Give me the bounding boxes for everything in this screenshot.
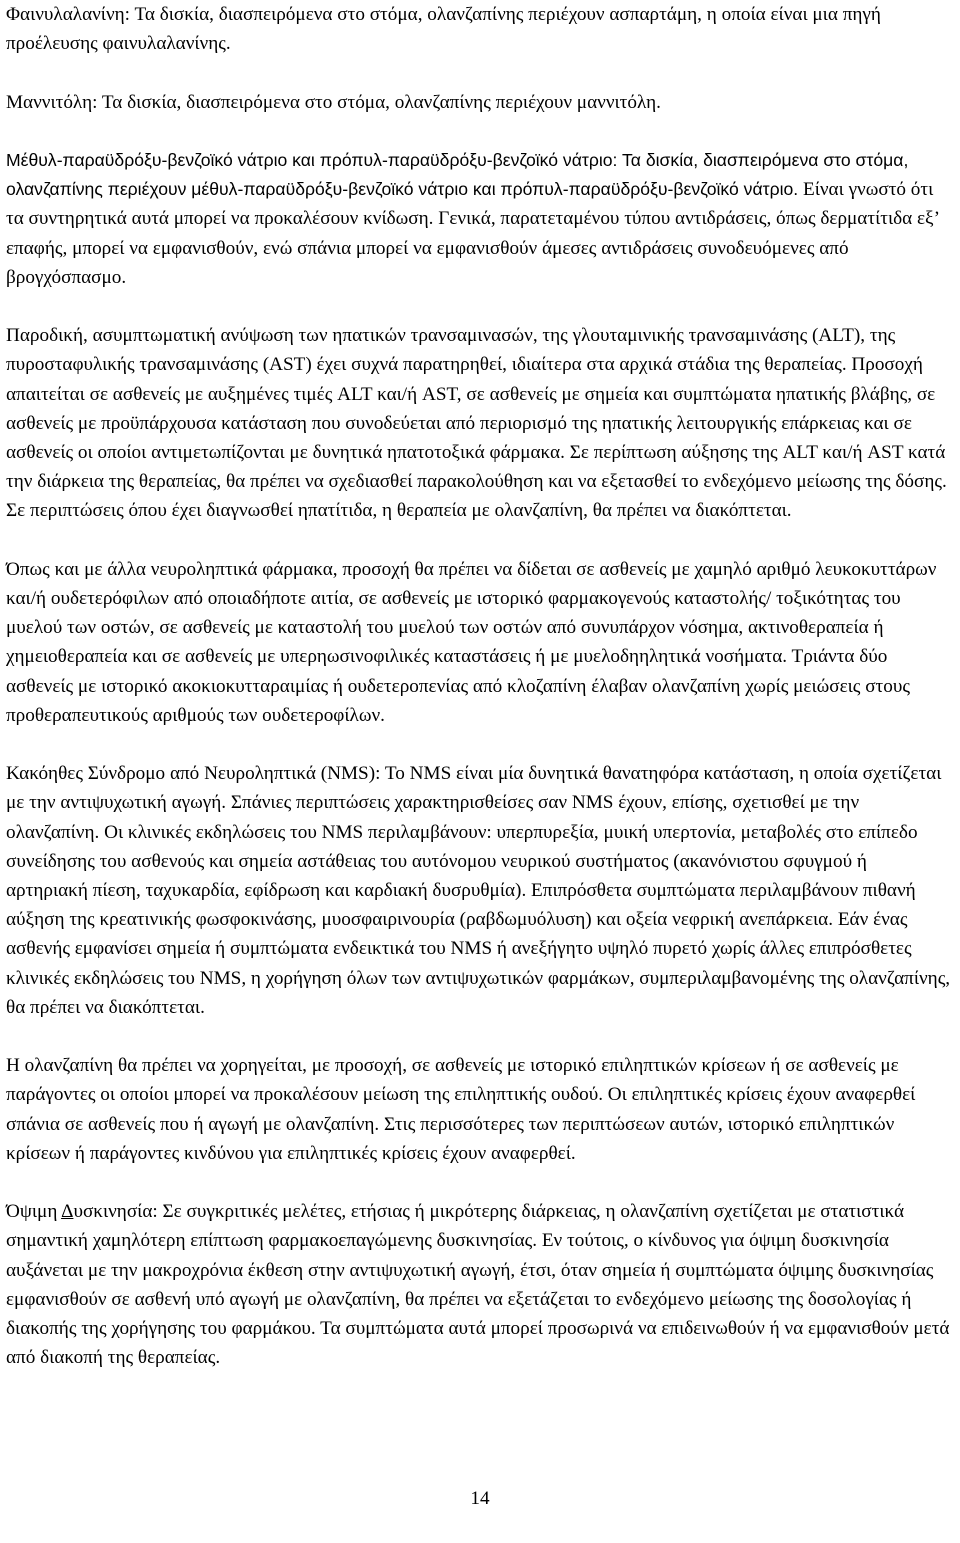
paragraph-seizures: Η ολανζαπίνη θα πρέπει να χορηγείται, με προσοχή, σε ασθενείς με ιστορικό επιληπτικών κρίσεων ή σε ασθενείς με παράγοντες οι οποίοι μπορεί να προκαλέσουν μείωση της επιληπτικής ουδού. Οι επιληπτικές κρίσεις έχουν αναφερθεί σπάνια σε ασθενείς που ή αγωγή με ολανζαπίνη. Στις περισσότερες των περιπτώσεων αυτών, ιστορικό επιληπτικών κρίσεων ή παράγοντες κινδύνου για επιληπτικές κρίσεις έχουν αναφερθεί. <box>6 1055 916 1164</box>
paragraph-parabens-details: Είναι γνωστό ότι τα συντηρητικά αυτά μπορεί να προκαλέσουν κνίδωση. Γενικά, παρατεταμένου τύπου αντιδράσεις, όπως δερματίτιδα εξ’ επαφής, μπορεί να εμφανισθούν, ενώ σπάνια μπορεί να εμφανισθούν άμεσες αντιδράσεις συνοδευόμενες από βρογχόσπασμο. <box>6 179 939 288</box>
paragraph-nms: Κακόηθες Σύνδρομο από Νευροληπτικά (NMS): Το NMS είναι μία δυνητικά θανατηφόρα κατάσταση, η οποία σχετίζεται με την αντιψυχωτική αγωγή. Σπάνιες περιπτώσεις χαρακτηρισθείσες σαν NMS έχουν, επίσης, σχετισθεί με την ολανζαπίνη. Οι κλινικές εκδηλώσεις του NMS περιλαμβάνουν: υπερπυρεξία, μυική υπερτονία, μεταβολές στο επίπεδο συνείδησης του ασθενούς και σημεία αστάθειας του αυτόνομου νευρικού συστήματος (ακανόνιστου σφυγμού ή αρτηριακή πίεση, ταχυκαρδία, εφίδρωση και καρδιακή δυσρυθμία). Επιπρόσθετα συμπτώματα περιλαμβάνουν πιθανή αύξηση της κρεατινικής φωσφοκινάσης, μυοσφαιρινουρία (ραβδωμυόλυση) και οξεία νεφρική ανεπάρκεια. Εάν ένας ασθενής εμφανίσει σημεία ή συμπτώματα ενδεικτικά του NMS ή ανεξήγητο υψηλό πυρετό χωρίς άλλες επιπρόσθετες κλινικές εκδηλώσεις του NMS, η χορήγηση όλων των αντιψυχωτικών φαρμάκων, συμπεριλαμβανομένης της ολανζαπίνης, θα πρέπει να διακόπτεται. <box>6 763 951 1018</box>
paragraph-tardive-dyskinesia <box>6 1197 952 1372</box>
page-number: 14 <box>470 1488 490 1509</box>
paragraph-mannitol: Μαννιτόλη: Τα δισκία, διασπειρόμενα στο στόμα, ολανζαπίνης περιέχουν μαννιτόλη. <box>6 91 661 113</box>
paragraph-parabens <box>6 146 952 292</box>
paragraph-parabens-intro: Μέθυλ-παραϋδρόξυ-βενζοϊκό νάτριο και πρόπυλ-παραϋδρόξυ-βενζοϊκό νάτριο: Τα δισκία, διασπειρόμενα στο στόμα, ολανζαπίνης περιέχουν μέθυλ-παραϋδρόξυ-βενζοϊκό νάτριο και πρόπυλ-παραϋδρόξυ-βενζοϊκό νάτριο. <box>6 149 909 200</box>
paragraph-tardive-underlined: Δ <box>61 1201 74 1223</box>
paragraph-phenylalanine: Φαινυλαλανίνη: Τα δισκία, διασπειρόμενα στο στόμα, ολανζαπίνης περιέχουν ασπαρτάμη, η οποία είναι μια πηγή προέλευσης φαινυλαλανίνης. <box>6 4 881 55</box>
document-page <box>6 0 952 1402</box>
paragraph-tardive-rest: υσκινησία: Σε συγκριτικές μελέτες, ετήσιας ή μικρότερης διάρκειας, η ολανζαπίνη σχετίζεται με στατιστικά σημαντική χαμηλότερη επίπτωση φαρμακοεπαγώμενης δυσκινησίας. Εν τούτοις, ο κίνδυνος για όψιμη δυσκινησία αυξάνεται με την μακροχρόνια έκθεση στην αντιψυχωτική αγωγή, έτσι, όταν σημεία ή συμπτώματα όψιμης δυσκινησίας εμφανισθούν σε ασθενή υπό αγωγή με ολανζαπίνη, θα πρέπει να εξετάζεται το ενδεχόμενο μείωσης της δοσολογίας ή διακοπής της χορήγησης του φαρμάκου. Τα συμπτώματα αυτά μπορεί προσωρινά να επιδεινωθούν ή να εμφανισθούν μετά από διακοπή της θεραπείας. <box>6 1201 950 1369</box>
paragraph-leukocytes: Όπως και με άλλα νευροληπτικά φάρμακα, προσοχή θα πρέπει να δίδεται σε ασθενείς με χαμηλό αριθμό λευκοκυττάρων και/ή ουδετερόφιλων από οποιαδήποτε αιτία, σε ασθενείς με ιστορικό φαρμακογενούς καταστολής/ τοξικότητας του μυελού των οστών, σε ασθενείς με καταστολή του μυελού των οστών από συνυπάρχον νόσημα, ακτινοθεραπεία ή χημειοθεραπεία και σε ασθενείς με υπερηωσινοφιλικές καταστάσεις ή με μυελοδηηλητικά νοσήματα. Τριάντα δύο ασθενείς με ιστορικό ακοκιοκυτταραιμίας ή ουδετεροπενίας από κλοζαπίνη έλαβαν ολανζαπίνη χωρίς μειώσεις στους προθεραπευτικούς αριθμούς των ουδετεροφίλων. <box>6 558 937 726</box>
paragraph-transaminases: Παροδική, ασυμπτωματική ανύψωση των ηπατικών τρανσαμινασών, της γλουταμινικής τρανσαμινάσης (ALT), της πυροσταφυλικής τρανσαμινάσης (AST) έχει συχνά παρατηρηθεί, ιδιαίτερα στα αρχικά στάδια της θεραπείας. Προσοχή απαιτείται σε ασθενείς με αυξημένες τιμές ALT και/ή AST, σε ασθενείς με σημεία και συμπτώματα ηπατικής βλάβης, σε ασθενείς με προϋπάρχουσα κατάσταση που συνοδεύεται από περιορισμό της ηπατικής λειτουργικής επάρκειας και σε ασθενείς οι οποίοι αντιμετωπίζονται με δυνητικά ηπατοτοξικά φάρμακα. Σε περίπτωση αύξησης της ALT και/ή AST κατά την διάρκεια της θεραπείας, θα πρέπει να σχεδιασθεί παρακολούθηση και να εξετασθεί το ενδεχόμενο μείωσης της δόσης. Σε περιπτώσεις όπου έχει διαγνωσθεί ηπατίτιδα, η θεραπεία με ολανζαπίνη, θα πρέπει να διακόπτεται. <box>6 325 947 522</box>
paragraph-tardive-prefix: Όψιμη <box>6 1201 62 1223</box>
